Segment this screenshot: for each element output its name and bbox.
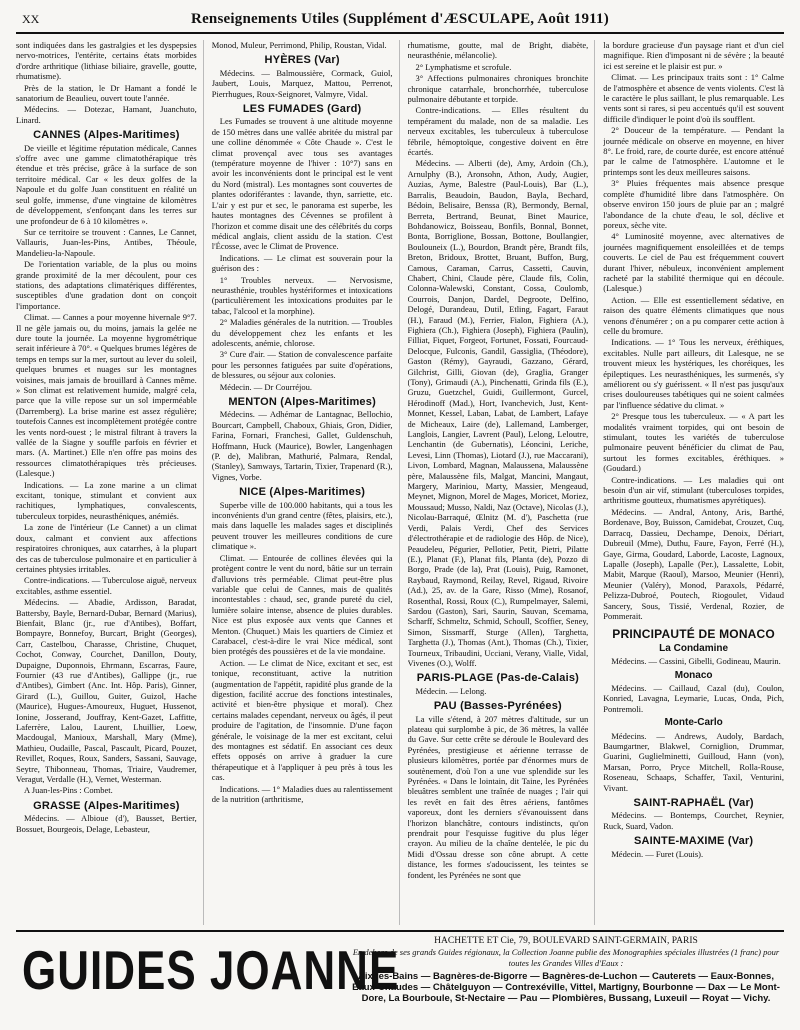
paragraph: Indications. — 1° Tous les nerveux, éréthiques, excitables. Nulle part ailleurs, dit Lalesque, ne se trouvent mieux les hystériques, les choréiques, les épileptiques. Les neurasthéniques, les surmenés, s'y améliorent ou s'y guérissent. « Il n'est pas jusqu'aux crises douloureuses tabétiques qui ne soient calmées par l'influence sédative du climat. »	[603, 337, 784, 410]
paragraph: Médecins. — Albioue (d'), Bausset, Bertier, Bossuet, Bourgeois, Delage, Lebasteur,	[16, 813, 197, 834]
column-4	[603, 40, 784, 925]
section-heading: PAU (Basses-Pyrénées)	[433, 700, 562, 713]
paragraph: Médecin. — Lelong.	[415, 685, 487, 696]
ad-note: En dehors de ses grands Guides régionaux, la Collection Joanne publie des Monographies spéciales illustrées (1 franc) pour toutes les Grandes Villes d'Eaux :	[352, 947, 780, 968]
paragraph: Médecins. — Balmoussière, Cormack, Guiol, Jaubert, Louis, Marquez, Mattou, Perrenot, Pierrhugues, Roux-Seignoret, Valmyre, Vidal.	[211, 67, 393, 99]
paragraph: sont indiquées dans les gastralgies et les dyspepsies nervo-motrices, l'entérite, certains états morbides d'ordre arthritique (lithiase biliaire, gravelle, goutte, rhumatisme).	[16, 40, 197, 82]
paragraph: Indications. — La zone marine a un climat excitant, tonique, stimulant et convient aux rachitiques, lymphatiques, convalescents, tuberculeux torpides, neurasthéniques, anémiés.	[16, 479, 197, 521]
paragraph: La zone de l'intérieur (Le Cannet) a un climat doux, calmant et convient aux affections respiratoires chroniques, aux catarrhes, à la plupart des cas de tuberculose pulmonaire et en particulier à certaines phtysies irritables.	[16, 522, 197, 574]
section-heading: HYÈRES (Var)	[264, 54, 340, 67]
column-1	[16, 40, 204, 925]
paragraph: A Juan-les-Pins : Combet.	[24, 785, 113, 796]
section-heading: CANNES (Alpes-Maritimes)	[33, 129, 180, 142]
paragraph: Indications. — 1° Maladies dues au ralentissement de la nutrition (arthritisme,	[211, 783, 393, 805]
section-heading: PARIS-PLAGE (Pas-de-Calais)	[416, 672, 580, 685]
paragraph: Climat. — Les principaux traits sont : 1° Calme de l'atmosphère et absence de vents violents. C'est là le caractère le plus saillant, le plus remarquable. Les vents sont si rares, si peu accentués qu'il est souvent difficile d'indiquer le point d'où ils soufflent.	[603, 72, 784, 124]
paragraph: De vieille et légitime réputation médicale, Cannes s'offre avec une gamme climatothérapique très étendue et très précise, grâce à la surface de son territoire médical. Car « les deux golfes de la Napoule et du golfe Juan constituent en réalité un seul golfe, immense, d'une vingtaine de kilomètres de développement, s'enfonçant dans les terres sur une profondeur de 6 à 10 kilomètres ».	[16, 142, 197, 226]
section-heading: NICE (Alpes-Maritimes)	[239, 486, 366, 499]
paragraph: Médecins. — Andral, Antony, Aris, Barthé, Bordenave, Boy, Buisson, Camidebat, Crouzet, Cuq, Darracq, Dassieu, Dechampe, Denoix, Dériart, Dubreuil (Mme), Duthu, Faure, Fayon, Ferré (H.), Gaye, Girma, Goudard, Laborde, Lacoste, Lagnoux, Lapalle (Joseph), Lapalle (Per.), Lassalette, Lobit, Mabit, Marque (Raoul), Marsoo, Meunier (Henri), Meunier (Valéry), Monod, Paraxols, Pédarré, Pelizza-Dubroé, Poutech, Riogoulet, Vidaud Sancery, Sous, Tissié, Verdenal, Rozier, de Pommerait.	[603, 506, 784, 621]
paragraph: Médecins. — Dotezac, Hamant, Juanchuto, Linard.	[16, 104, 197, 125]
paragraph: Action. — Le climat de Nice, excitant et sec, est tonique, reconstituant, active la nutrition (augmentation de l'appétit, rapidité plus grande de la digestion, facilité accrue des fonctions intestinales, activité et bien-être physique et moral). Chez certains malades cependant, nerveux ou âgés, il peut produire de l'agitation, de l'insomnie. D'une façon générale, le voisinage de la mer est excitant, celui des montagnes est sédatif. En associant ces deux effets opposés on arrive à graduer la cure thérapeutique et à l'appliquer à peu près à tous les cas.	[211, 657, 393, 783]
paragraph: Sur ce territoire se trouvent : Cannes, Le Cannet, Vallauris, Juan-les-Pins, Antibes, Théoule, Mandelieu-la-Napoule.	[16, 226, 197, 258]
paragraph: 4° Luminosité moyenne, avec alternatives de journées magnifiquement ensoleillées et de temps couverts. Le ciel de Pau est fréquemment couvert durant l'hiver, nébuleux, inconvénient amplement racheté par la stabilité thermique qui en découle. (Lalesque.)	[603, 231, 784, 294]
paragraph: Contre-indications. — Les maladies qui ont besoin d'un air vif, stimulant (tuberculoses torpides, arthritisme goutteux, rhumatismes apyrétiques).	[603, 474, 784, 506]
paragraph: La ville s'étend, à 207 mètres d'altitude, sur un plateau qui surplombe à pic, de 36 mètres, la vallée du Gave. Sur cette crête se déroule le Boulevard des Pyrénées, prestigieuse et aérienne terrasse de plusieurs kilomètres, portée par d'énormes murs de soutènement, d'où l'on a une vue splendide sur les Pyrénées. « Dans le lointain, dit Taine, les Pyrénées bleuâtres semblent une traînée de nuages ; l'air qui les revêt en fait des êtres aériens, fantômes vaporeux, dont les derniers s'évanouissent dans l'horizon blanchâtre, contours indistincts, qu'on prendrait pour l'esquisse fugitive du plus léger crayon. Au milieu de la chaîne dentelée, le pic du Midi d'Ossau dresse son cône abrupt. A cette distance, les formes s'adoucissent, les teintes se fondent, les Pyrénées ne sont que	[407, 713, 589, 880]
section-heading: PRINCIPAUTÉ DE MONACO	[612, 627, 775, 642]
section-heading: MENTON (Alpes-Maritimes)	[228, 396, 376, 408]
subsection-heading: Monte-Carlo	[664, 717, 723, 729]
column-3	[408, 40, 596, 925]
paragraph: 3° Affections pulmonaires chroniques bronchite chronique catarrhale, bronchorrhée, tuberculose pulmonaire débutante et torpide.	[407, 73, 589, 105]
paragraph: Action. — Elle est essentiellement sédative, en raison des quatre éléments climatiques que nous venons d'énumérer ; on a pu comparer cette action à celle du bromure.	[603, 294, 784, 336]
section-heading: SAINT-RAPHAËL (Var)	[633, 797, 754, 810]
ad-address: HACHETTE ET Cie, 79, BOULEVARD SAINT-GERMAIN, PARIS	[434, 936, 698, 946]
text-columns	[16, 40, 784, 925]
paragraph: la bordure gracieuse d'un paysage riant et d'un ciel magnifique. Rien d'imposant ni de sévère ; la beauté ici est sereine et le plaisir est pur. »	[603, 40, 784, 71]
paragraph: De l'orientation variable, de la plus ou moins grande proximité de la mer découlent, pour ces stations, des adaptations climatériques différentes, susceptibles d'une gradation dont on conçoit l'importance.	[16, 259, 197, 311]
paragraph: 2° Douceur de la température. — Pendant la journée médicale on observe en moyenne, en hiver 8°. Le froid, rare, de courte durée, est encore atténué par le calme de l'atmosphère. L'automne et le printemps sont les deux meilleures saisons.	[603, 125, 784, 177]
ad-text-block	[352, 936, 780, 1004]
subsection-heading: La Condamine	[659, 642, 729, 654]
paragraph: Médecins. — Andrews, Audoly, Bardach, Baumgartner, Blakwel, Corniglion, Drummar, Guarini, Guglielminetti, Guilloud, Hann (von), Marsan, Porro, Pryce Mitchell, Rolla-Rouse, Roseneau, Schaaps, Schaffer, Taxil, Venturini, Vivant.	[603, 730, 784, 793]
paragraph: 2° Presque tous les tuberculeux. — « A part les modalités vraiment torpides, qui ont besoin de stimulant, toutes les variétés de tuberculose pulmonaire peuvent bénéficier du climat de Pau, surtout les formes excitables, éréthiques. » (Goudard.)	[603, 411, 784, 474]
section-heading: GRASSE (Alpes-Maritimes)	[33, 799, 180, 812]
paragraph: 1° Troubles nerveux. — Nervosisme, neurasthénie, troubles hystériformes et intoxications (particulièrement les intoxications produites par le tabac, l'alcool et la morphine).	[211, 274, 393, 316]
paragraph: Contre-indications. — Tuberculose aiguë, nerveux excitables, asthme essentiel.	[16, 575, 197, 596]
paragraph: rhumatisme, goutte, mal de Bright, diabète, neurasthénie, mélancolie).	[407, 40, 589, 61]
section-heading: LES FUMADES (Gard)	[242, 103, 362, 116]
paragraph: 2° Lymphatisme et scrofule.	[415, 61, 512, 72]
ad-stations: Aix-les-Bains — Bagnères-de-Bigorre — Bagnères-de-Luchon — Cauterets — Eaux-Bonnes, Eaux-Chaudes — Châtelguyon — Contrexéville, Vittel, Martigny, Bourbonne — Dax — Le Mont-Dore, La Bourboule, St-Nectaire — Pau — Plombières, Bussang, Luxeuil — Royat — Vichy.	[352, 971, 780, 1004]
column-2	[212, 40, 400, 925]
paragraph: Médecin. — Furet (Louis).	[611, 848, 704, 859]
paragraph: 3° Pluies fréquentes mais absence presque complète d'humidité libre dans l'atmosphère. On observe environ 150 jours de pluie par an ; malgré l'abondance de la chute d'eau, le sol, déclive et poreux, sèche vite.	[603, 178, 784, 230]
page-title: Renseignements Utiles (Supplément d'ÆSCULAPE, Août 1911)	[191, 11, 609, 27]
paragraph: 2° Maladies générales de la nutrition. — Troubles du développement chez les enfants et les adolescents, anémie, chlorose.	[211, 317, 393, 348]
paragraph: Médecins. — Bontemps, Courchet, Reynier, Ruck, Suard, Vadon.	[603, 810, 784, 831]
paragraph: Médecins. — Cassini, Gibelli, Godineau, Maurin.	[611, 656, 781, 667]
subsection-heading: Monaco	[674, 669, 713, 681]
paragraph: Médecin. — Dr Courréjou.	[219, 381, 313, 392]
paragraph: Contre-indications. — Elles résultent du tempérament du malade, non de sa maladie. Les nerveux excitables, les tuberculeux à tuberculose fébrile, hémoptoïque, congestive doivent en être écartés.	[407, 105, 589, 158]
paragraph: Près de la station, le Dr Hamant a fondé le sanatorium de Beaulieu, ouvert toute l'année.	[16, 82, 197, 104]
section-heading: SAINTE-MAXIME (Var)	[633, 835, 754, 848]
paragraph: Médecins. — Abadie, Ardisson, Baradat, Battersby, Bayle, Bernard-Dubar, Bernard (Marius), Bienfait, Blanc (jr., rue d'Antibes), Boffart, Bompayre, Bonnefoy, Burcart, Bright (Georges), Carr, Castelbou, Charasse, Christine, Chuquet, Cochot, Conway, Courchet, Danillon, Douty, Dupaigne, Duponnois, Ehrmann, Escarras, Faure, Fournier (43 rue d'Antibes), Gallippe (jr., rue d'Antibes), Gimbert (Anc. Int. Hôp. Paris), Ginner, Girard (L.), Guillou, Guiter, Guizol, Hache (Maurice), Hugues-Amoureux, Huguet, Hussenot, Ionine, Josserand, Jouffray, Kent-Gazet, Laffitte, Laferrère, Lalou, Laurent, Lhuillier, Loew, Macdougal, Manioux, Marshall, Mary (Mme), Mathieu, Oudaille, Pascal, Pascault, Picard, Pouzet, Revillet, Roques, Roux, Sanders, Sassani, Sauvage, Seytre, Thibonneau, Thomas, Triaire, Vaudremer, Veragut, Verdalle (H.), Vernet, Westerman.	[16, 597, 197, 785]
paragraph: Les Fumades se trouvent à une altitude moyenne de 150 mètres dans une vallée abritée du mistral par une colline dénommée « Côte Chaude ». C'est le climat provençal avec tous ses avantages (température moyenne de l'hiver : 10°7) sans en avoir les inconvénients dont le principal est le vent du Nord (mistral). Les montagnes sont couvertes de plantes odoriférantes : lavande, thyn, sarriette, etc. L'air y est pur et sec, le panorama est superbe, les hautes montagnes des Cévennes se profilent à l'horizon et comme disait une des célébrités du corps médical anglais, client assidu de la station. C'est l'Écosse, avec le Climat de Provence.	[211, 116, 393, 252]
paragraph: 3° Cure d'air. — Station de convalescence parfaite pour les personnes fatiguées par suite d'opérations, de blessures, ou séjour aux colonies.	[211, 349, 393, 381]
paragraph: Médecins. — Caillaud, Cazal (du), Coulon, Konried, Lavagna, Leymarie, Lucas, Onda, Pich, Pontremoli.	[603, 682, 784, 714]
page-header	[16, 8, 784, 34]
ad-brand: GUIDES JOANNE	[22, 940, 400, 1002]
paragraph: Monod, Muleur, Perrimond, Philip, Roustan, Vidal.	[211, 40, 387, 50]
paragraph: Climat. — Entourée de collines élevées qui la protègent contre le vent du nord, bâtie sur un terrain d'alluvions très perméable. Climat peut-être plus variable que celui de Cannes, mais de qualités incontestables : chaud, sec, grande pureté du ciel, lumière solaire intense, absence de pluies durables. Nice est plus exposée aux vents que Cannes et Menton. (Chuquet.) Mais les quartiers de Cimiez et Carabacel, c'est-à-dire le vrai Nice médical, sont bien protégés des poussières et de la vie mondaine.	[211, 552, 393, 657]
paragraph: Superbe ville de 100.000 habitants, qui a tous les inconvénients d'un grand centre (fêtes, plaisirs, etc.), mais dans laquelle les malades sages et disciplinés peuvent trouver les meilleures conditions de cure climatique ».	[211, 499, 393, 552]
page-number: XX	[22, 12, 40, 26]
paragraph: Médecins. — Alberti (de), Amy, Ardoin (Ch.), Arnulphy (B.), Aronsohn, Athon, Audy, Augier, Auzias, Ayme, Balestre (Paul-Louis), Bar (L.), Barralis, Beaudoin, Baudon, Bayla, Bechard, Bédoin, Belisaire, Benssa (R), Bermondy, Bernal, Berreta, Bertrand, Beunat, Binet Maurice, Bohdanowicz, Boisseau, Bonfils, Bonnal, Bonnet, Bonta, Borriglione, Bossan, Bottone, Boullangier, Boulouneix (L.), Bourdon, Brandt père, Brandt fils, Breton, Bridoux, Brottet, Bruant, Buffon, Burg, Camous, Caraman, Carrus, Cassetti, Cauvin, Chabert, Chini, Claude père, Claude fils, Colin, Colonna-Walewski, Constant, Cossa, Coulomb, Courrois, Danjon, Dardel, Degroote, Delfino, Delogé, Durandeau, Dutil, Etling, Fagart, Faraut (H.), Faraud (M.), Ferrier, Fialon, Fighiera (A.), Fighiera (Ch.), Fighiera (Joseph), Fighiera (Paulin), Filliat, Fiquet, Forgeot, Fortunet, Fossati, Fourcaud-Delocque, Fulconis, Gandil, Gassiglia, (Théodore), Gaston (Rémy), Gayraudi, Gazzano, Gérard, Gilchrist, Gilli, Giovan (de), Graglia, Granger (Tony), Grimaudi (A.), Pinchenatti, Grinda fils (E.), Gruzu, Guetzchel, Guidi, Guillermont, Gurcel, Hérodinoff (Mad.), Hort, Ivanchevich, Just, Kent-Monnet, Kessel, Laban, Labat, de Lambert, Lafaye de Micheaux, Laire (de), Lallemand, Lamberger, Langlois, Langier, Lavrent (Paul), Lelong, Leloutre, Lenchantin (de Gubernatis), Léoncini, Leriche, Levesi, Linn (Thomas), Liotard (J.), rue Maccarani), Livon, Lombard, Magnan, Malaussena, Malaussène père, Malaussène fils, Malgat, Mancini, Mangaut, Margery, Mariniou, Marty, Massier, Mengeaud, Meynet, Mignon, Morel de Mages, Moricet, Moriez, Moussaud; Musso, Naldi, Naz (Octave), Nicolas (J.), Nicolau-Barraqué, Œlnitz (M. d'), Paschetta (rue Verdi, Palais Verdi, Chef des Services d'électrothérapie et de radiologie des Hôp. de Nice), Peaudeleu, Pégurier, Pellotier, Petit, Pietri, Pilatte (E.), Planat (F.), Planat fils, Planta (de), Pozzo di Borgo, Prade (de la), Prat (Louis), Puig, Ramonet, Raybaud, Raymond, Reilay, Revel, Rigaud, Rivoire (Ad.), 25, av. de la Gare, Risso (Mme), Rosanof, Rosenthal, Rossi, Roux (C.), Rumpelmayer, Salemi, Sardou (Gaston), Sari, Saurin, Sauvan, Scemama, Scharff, Schmeltz, Schmid, Schoull, Scoffier, Seney, Simon, Sissmarff, Sturge (Allen), Targhetta, Targhetta (J.), Thomas (Ant.), Thomas (Ch.), Tixier, Tourneux, Tribaudini, Ucciani, Verany, Vialle, Vidal, Vivenes (O.), Wolff.	[407, 158, 589, 668]
paragraph: Climat. — Cannes a pour moyenne hivernale 9°7. Il ne gèle jamais ou, du moins, jamais la gelée ne dure toute la journée. La moyenne hygrométrique serait inférieure à 70°. « Quelques brumes légères de temps en temps sur la mer, surtout au lever du soleil, quelques brumes et nuages sur les montagnes voisines, mais jamais de brouillard à Cannes même. » Son climat est relativement humide, malgré cela, parce que la ville repose sur un sol imperméable (Darremberg). La brise marine est assez régulière; toutefois Cannes est incomplètement protégée contre les vents nord-ouest ; le mistral filtrant à travers la vallée de la Siagne y souffle parfois en février et mars. (A. Martinet.) Elle n'en offre pas moins des ressources climatothérapiques très précieuses. (Lalesque.)	[16, 312, 197, 479]
paragraph: Indications. — Le climat est souverain pour la guérison des :	[211, 252, 393, 274]
guides-joanne-advertisement	[16, 930, 784, 1020]
paragraph: Médecins. — Adhémar de Lantagnac, Bellochio, Bourcart, Campbell, Chaboux, Ghiais, Gron, Didier, Farina, Fornari, Franchesi, Gallet, Guldenschuh, Hoffmann, Huck (Maurice), Bowler, Langenhagen (P. de), Malibran, Mathurié, Palmara, Rendal, (Stanley), Samways, Tartarin, Tixier, Trapenard (R.), Vignes, Vorbe.	[211, 409, 393, 482]
